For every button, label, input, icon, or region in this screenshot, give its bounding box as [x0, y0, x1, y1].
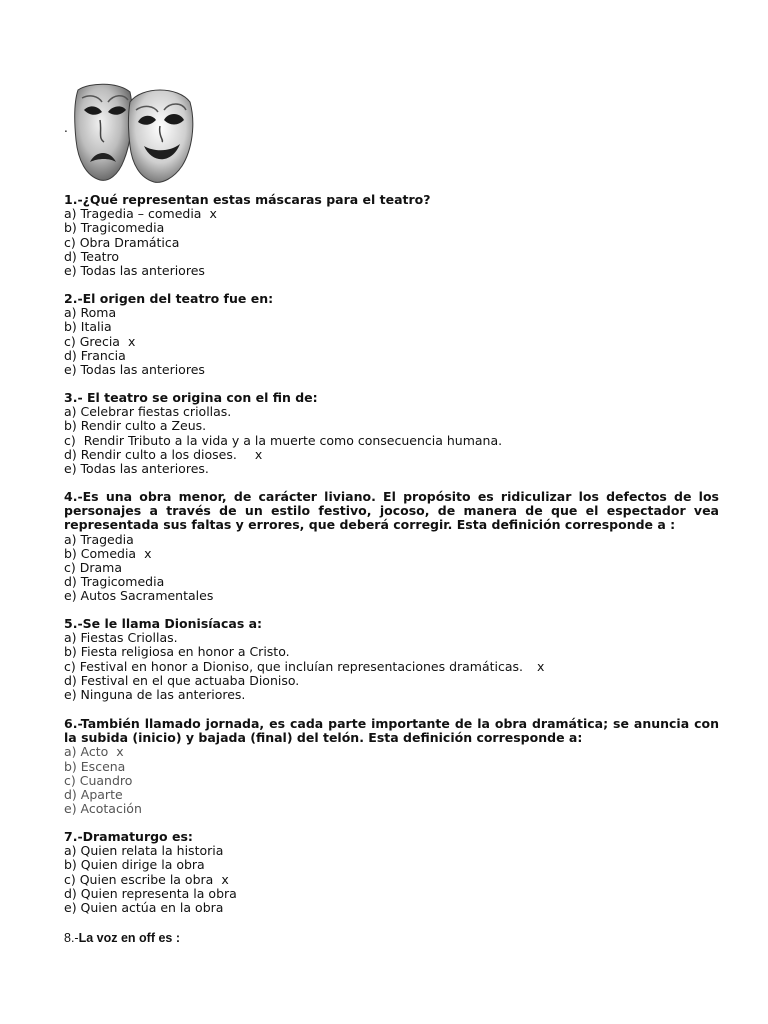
option-d: d) Teatro	[64, 248, 120, 264]
question-4	[64, 490, 719, 604]
option-a: a) Roma	[64, 305, 117, 321]
option-c: c) Grecia x	[64, 333, 136, 349]
option-d: d) Festival en el que actuaba Dioniso.	[64, 672, 300, 688]
answer-mark: x	[144, 545, 152, 561]
option-c: c) Drama	[64, 560, 122, 576]
option-b: b) Escena	[64, 758, 126, 774]
option-a: a) Tragedia	[64, 531, 134, 547]
option-d: d) Aparte	[64, 787, 123, 803]
option-b: b) Rendir culto a Zeus.	[64, 418, 207, 434]
question-title: 3.- El teatro se origina con el fin de:	[64, 390, 318, 405]
option-a: a) Quien relata la historia	[64, 843, 224, 859]
option-e: e) Todas las anteriores	[64, 362, 205, 378]
answer-mark: x	[221, 871, 229, 887]
question-title: 7.-Dramaturgo es:	[64, 829, 193, 844]
theater-masks-image	[70, 80, 196, 186]
answer-mark: x	[254, 446, 263, 462]
option-b: b) Comedia x	[64, 545, 152, 561]
option-e: e) Todas las anteriores	[64, 263, 205, 279]
option-e: e) Quien actúa en la obra	[64, 900, 224, 916]
option-c: c) Festival en honor a Dioniso, que incluían representaciones dramáticas. x	[64, 658, 545, 674]
stray-dot: .	[64, 121, 68, 135]
question-2	[64, 292, 719, 377]
option-c: c) Cuandro	[64, 772, 133, 788]
question-title: 1.-¿Qué representan estas máscaras para el teatro?	[64, 192, 431, 207]
answer-mark: x	[116, 744, 124, 760]
answer-mark: x	[209, 206, 217, 222]
option-e: e) Acotación	[64, 801, 142, 817]
question-title: 4.-Es una obra menor, de carácter liviano. El propósito es ridiculizar los defectos de los personajes a través de un estilo festivo, jocoso, de manera de que el espectador vea representada sus faltas y errores, que deberá corregir. Esta definición corresponde a :	[64, 489, 719, 533]
option-d: d) Rendir culto a los dioses. x	[64, 446, 263, 462]
option-b: b) Quien dirige la obra	[64, 857, 205, 873]
option-c: c) Rendir Tributo a la vida y a la muerte como consecuencia humana.	[64, 432, 503, 448]
answer-mark: x	[537, 658, 545, 674]
option-a: a) Celebrar fiestas criollas.	[64, 404, 232, 420]
option-e: e) Autos Sacramentales	[64, 588, 214, 604]
question-number: 8.-	[64, 931, 79, 945]
option-d: d) Quien representa la obra	[64, 885, 237, 901]
question-title: La voz en off es :	[78, 931, 180, 945]
question-title: 6.-También llamado jornada, es cada parte importante de la obra dramática; se anuncia con la subida (inicio) y bajada (final) del telón. Esta definición corresponde a:	[64, 716, 719, 746]
question-5	[64, 617, 719, 702]
answer-mark: x	[127, 333, 136, 349]
question-8	[64, 931, 180, 945]
option-e: e) Todas las anteriores.	[64, 461, 209, 477]
option-a: a) Acto x	[64, 744, 124, 760]
question-6	[64, 717, 719, 816]
question-title: 2.-El origen del teatro fue en:	[64, 291, 274, 306]
option-b: b) Fiesta religiosa en honor a Cristo.	[64, 644, 290, 660]
option-b: b) Tragicomedia	[64, 220, 165, 236]
option-d: d) Tragicomedia	[64, 574, 165, 590]
option-a: a) Tragedia – comedia x	[64, 206, 217, 222]
option-c: c) Quien escribe la obra x	[64, 871, 229, 887]
option-a: a) Fiestas Criollas.	[64, 630, 178, 646]
question-title: 5.-Se le llama Dionisíacas a:	[64, 616, 263, 631]
option-e: e) Ninguna de las anteriores.	[64, 687, 246, 703]
option-c: c) Obra Dramática	[64, 234, 180, 250]
question-7	[64, 830, 719, 915]
question-1	[64, 193, 719, 278]
question-3	[64, 391, 719, 476]
option-d: d) Francia	[64, 347, 126, 363]
option-b: b) Italia	[64, 319, 112, 335]
